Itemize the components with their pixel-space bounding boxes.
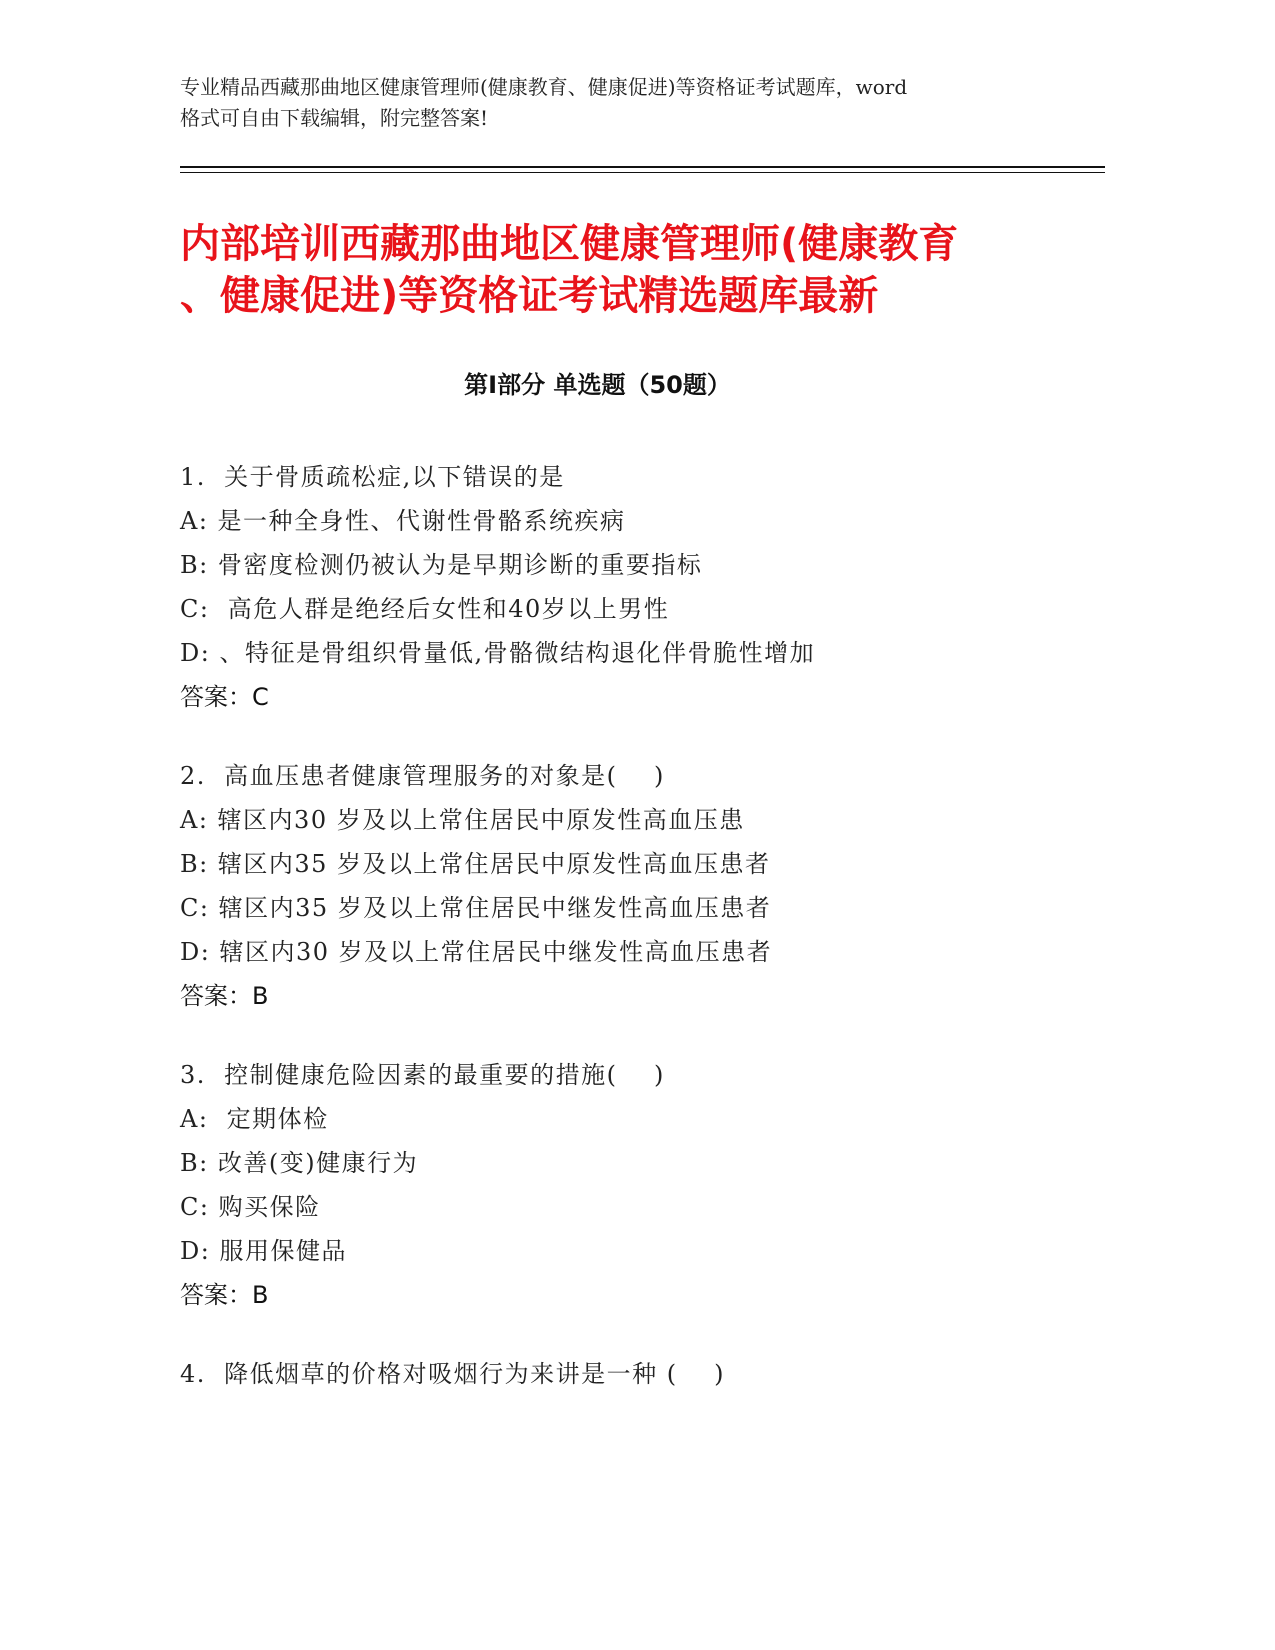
header-note xyxy=(180,72,1100,134)
option-a: A: 定期体检 xyxy=(180,1105,329,1133)
section-heading: 第Ⅰ部分 单选题（50题） xyxy=(464,371,731,399)
question-stem: 4. 降低烟草的价格对吸烟行为来讲是一种 ( ) xyxy=(180,1360,726,1388)
answer-value: B xyxy=(252,982,269,1010)
question-stem: 2. 高血压患者健康管理服务的对象是( ) xyxy=(180,762,665,790)
header-rule-thick xyxy=(180,166,1105,168)
header-rule-thin xyxy=(180,172,1105,173)
header-note-line-1: 专业精品西藏那曲地区健康管理师(健康教育、健康促进)等资格证考试题库，word xyxy=(180,75,908,99)
answer-label: 答案： xyxy=(180,982,252,1010)
answer-value: B xyxy=(252,1281,269,1309)
option-c: C: 高危人群是绝经后女性和40岁以上男性 xyxy=(180,595,670,623)
answer xyxy=(180,675,1080,719)
document-title-line-1: 内部培训西藏那曲地区健康管理师(健康教育 xyxy=(180,221,959,267)
question-4 xyxy=(180,1352,1080,1396)
option-c: C: 辖区内35 岁及以上常住居民中继发性高血压患者 xyxy=(180,894,772,922)
option-b: B: 改善(变)健康行为 xyxy=(180,1149,419,1177)
document-title-line-2: 、健康促进)等资格证考试精选题库最新 xyxy=(180,273,879,319)
option-a: A: 辖区内30 岁及以上常住居民中原发性高血压患 xyxy=(180,806,745,834)
question-list xyxy=(180,455,1080,1431)
answer-label: 答案： xyxy=(180,683,252,711)
option-d: D: 辖区内30 岁及以上常住居民中继发性高血压患者 xyxy=(180,938,773,966)
answer xyxy=(180,1273,1080,1317)
option-b: B: 骨密度检测仍被认为是早期诊断的重要指标 xyxy=(180,551,703,579)
document-title xyxy=(180,218,1080,322)
option-d: D: 服用保健品 xyxy=(180,1237,347,1265)
answer xyxy=(180,974,1080,1018)
option-b: B: 辖区内35 岁及以上常住居民中原发性高血压患者 xyxy=(180,850,771,878)
option-a: A: 是一种全身性、代谢性骨骼系统疾病 xyxy=(180,507,626,535)
question-2 xyxy=(180,754,1080,1018)
answer-label: 答案： xyxy=(180,1281,252,1309)
option-d: D: 、特征是骨组织骨量低,骨骼微结构退化伴骨脆性增加 xyxy=(180,639,816,667)
header-note-line-2: 格式可自由下载编辑，附完整答案! xyxy=(180,106,489,130)
question-1 xyxy=(180,455,1080,719)
question-3 xyxy=(180,1053,1080,1317)
question-stem: 3. 控制健康危险因素的最重要的措施( ) xyxy=(180,1061,665,1089)
question-stem: 1. 关于骨质疏松症,以下错误的是 xyxy=(180,463,565,491)
answer-value: C xyxy=(252,683,269,711)
option-c: C: 购买保险 xyxy=(180,1193,321,1221)
